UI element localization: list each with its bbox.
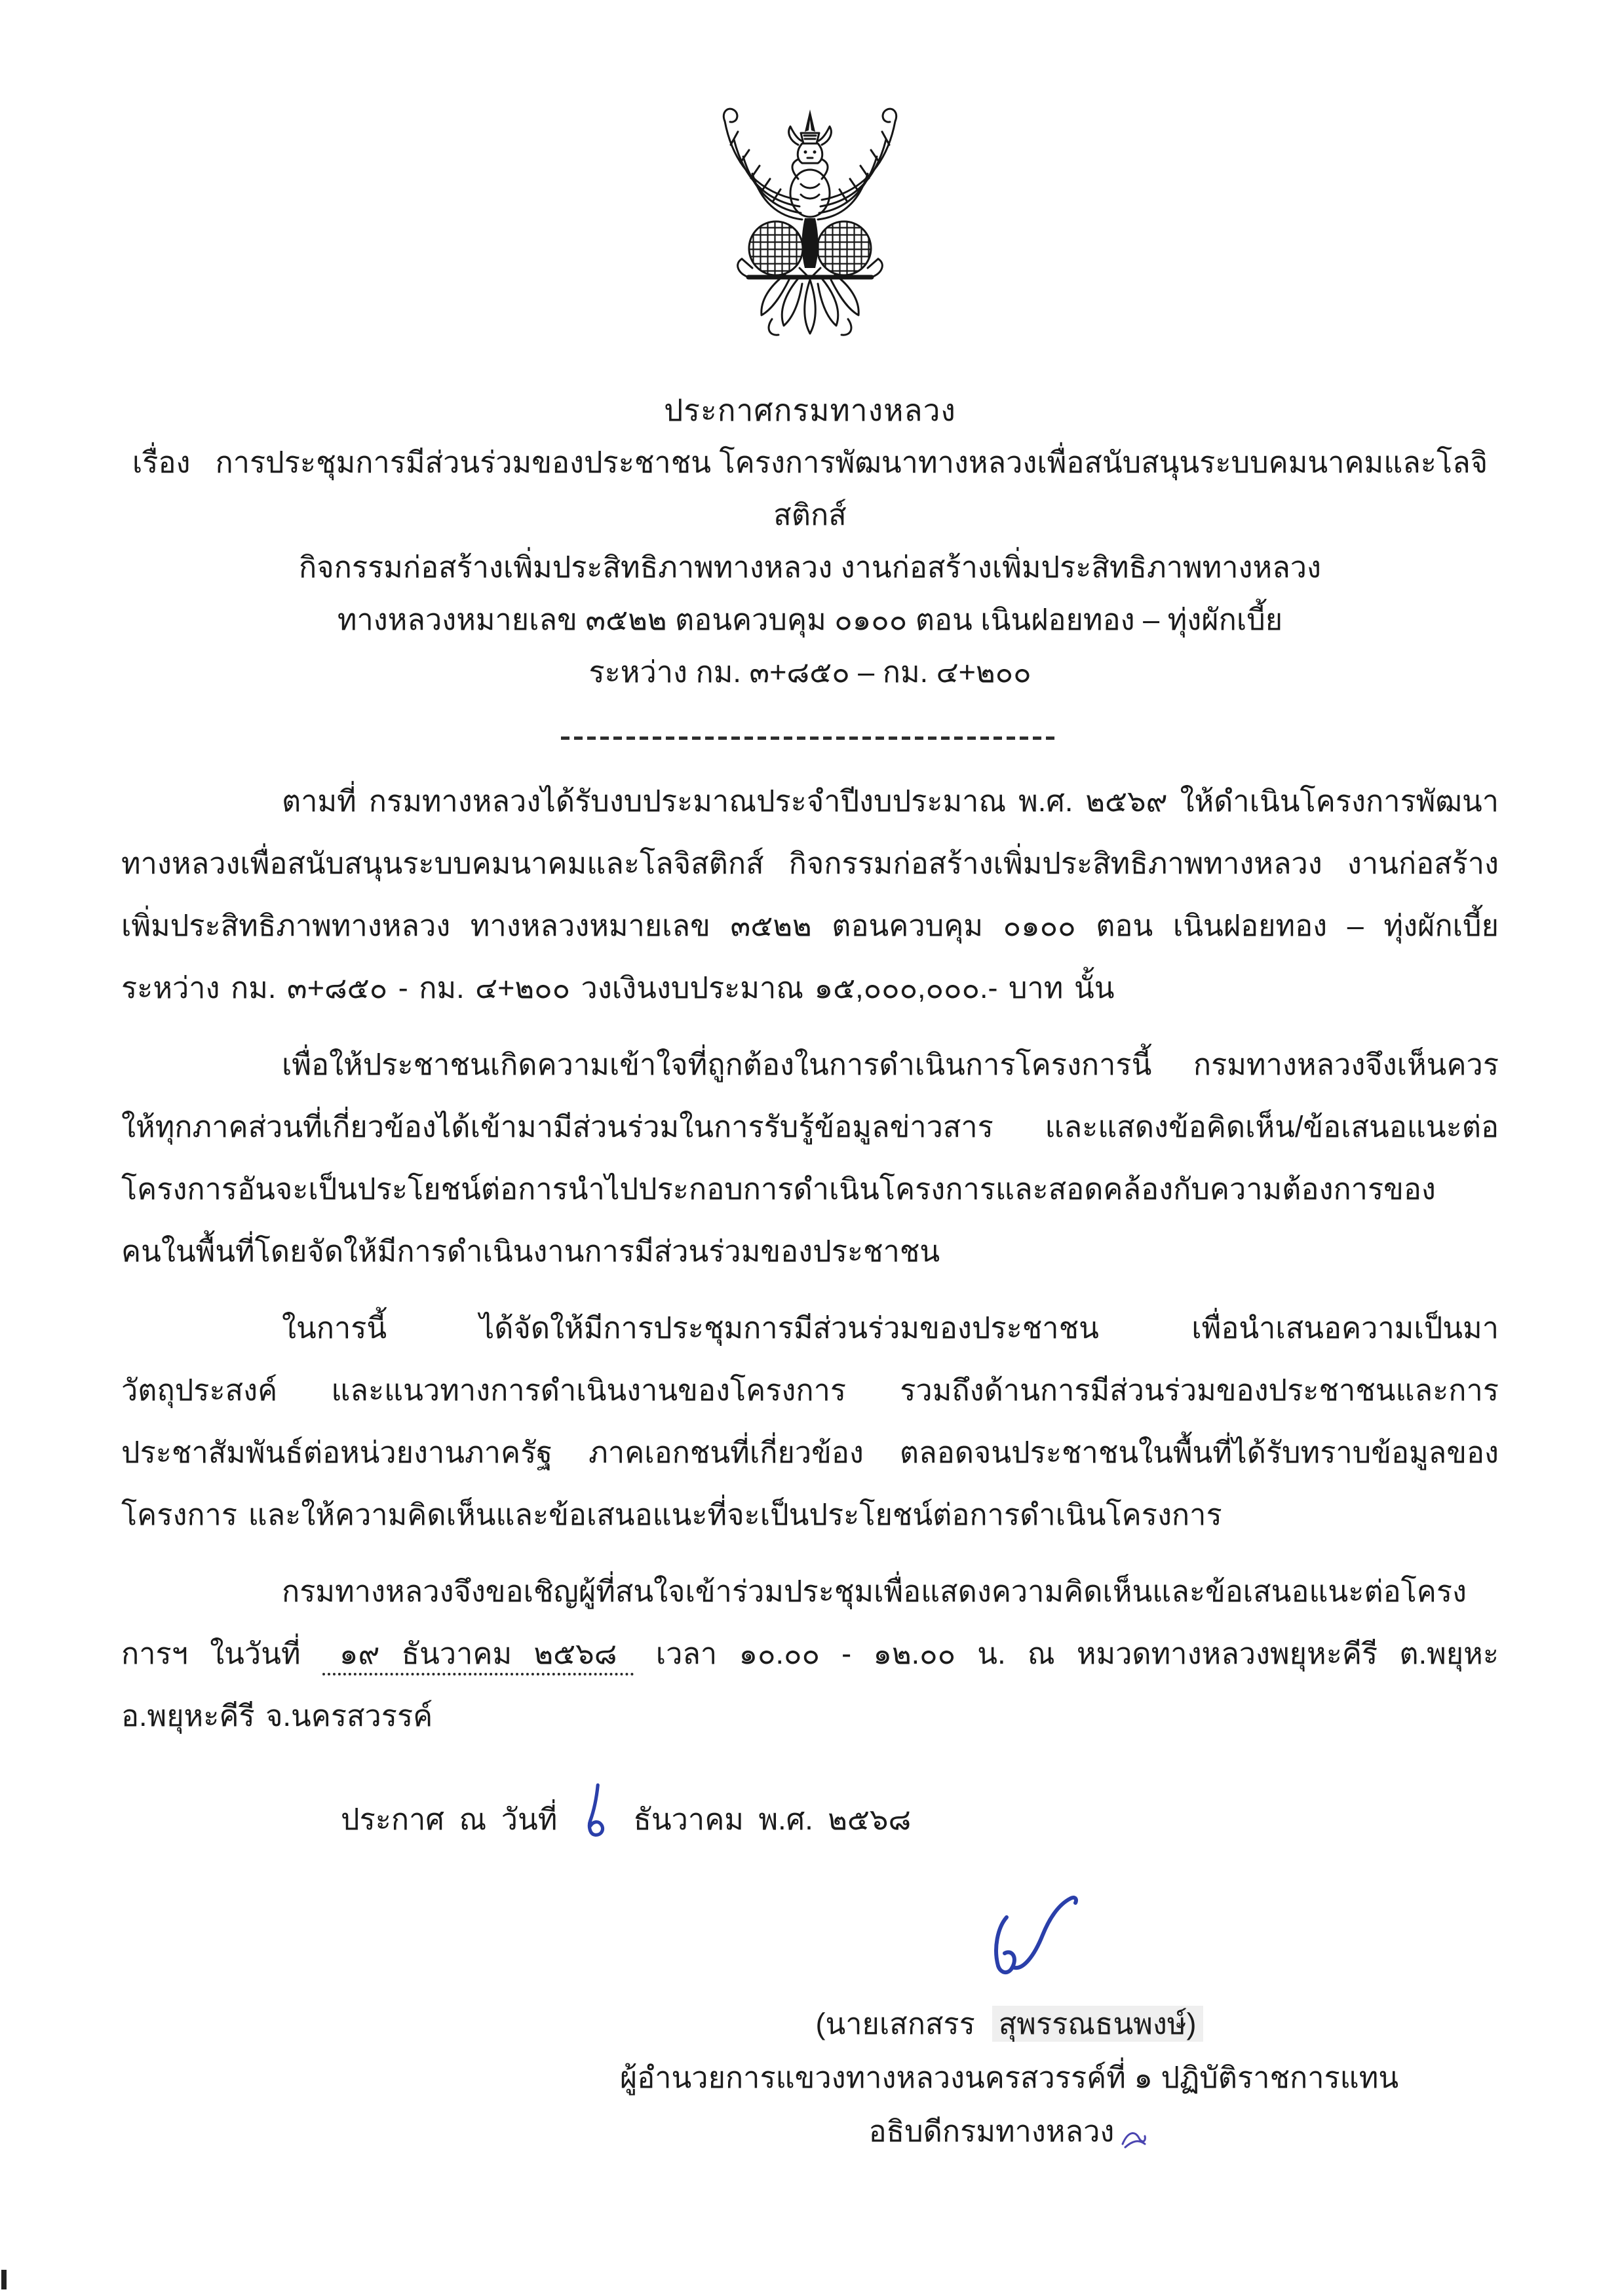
dashed-divider bbox=[561, 737, 1059, 740]
subject-text: การประชุมการมีส่วนร่วมของประชาชน โครงการพัฒนาทางหลวงเพื่อสนับสนุนระบบคมนาคมและโลจิสติกส์ bbox=[215, 446, 1488, 531]
paragraph-meeting-overview: ในการนี้ ได้จัดให้มีการประชุมการมีส่วนร่วมของประชาชน เพื่อนำเสนอความเป็นมา วัตถุประสงค์ และแนวทางการดำเนินงานของโครงการ รวมถึงด้านการมีส่วนร่วมของประชาชนและการประชาสัมพันธ์ต่อหน่วยงานภาครัฐ ภาคเอกชนที่เกี่ยวข้อง ตลอดจนประชาชนในพื้นที่ได้รับทราบข้อมูลของโครงการ และให้ความคิดเห็นและข้อเสนอแนะที่จะเป็นประโยชน์ต่อการดำเนินโครงการ bbox=[121, 1311, 1499, 1531]
invitation-text-before-date: กรมทางหลวงจึงขอเชิญผู้ที่สนใจเข้าร่วมประชุมเพื่อแสดงความคิดเห็นและข้อเสนอแนะต่อโครงการฯ ในวันที่ bbox=[121, 1575, 1467, 1670]
announcement-date-line bbox=[341, 1781, 1499, 1850]
scan-artifact bbox=[1, 2270, 7, 2289]
announce-prefix: ประกาศ ณ วันที่ bbox=[341, 1803, 558, 1836]
signer-name-first: (นายเสกสรร bbox=[815, 2007, 975, 2040]
subject-line bbox=[121, 436, 1499, 541]
announce-suffix: ธันวาคม พ.ศ. ๒๕๖๘ bbox=[633, 1803, 912, 1836]
signer-name bbox=[550, 1997, 1468, 2051]
ink-scribble bbox=[1118, 2115, 1149, 2144]
signer-authority-text: อธิบดีกรมทางหลวง bbox=[868, 2114, 1115, 2148]
highway-number-line: ทางหลวงหมายเลข ๓๕๒๒ ตอนควบคุม ๐๑๐๐ ตอน เนินฝอยทอง – ทุ่งผักเบี้ย bbox=[337, 603, 1283, 636]
signer-name-last: สุพรรณธนพงษ์) bbox=[992, 2006, 1203, 2042]
handwritten-day-numeral bbox=[577, 1781, 611, 1846]
garuda-emblem bbox=[692, 98, 928, 367]
meeting-date: ๑๙ ธันวาคม ๒๕๖๘ bbox=[322, 1637, 634, 1675]
signature-block bbox=[550, 1888, 1468, 2158]
signer-authority bbox=[550, 2105, 1468, 2158]
document-body bbox=[121, 770, 1499, 1747]
signature-ink bbox=[976, 1888, 1094, 1993]
signer-position: ผู้อำนวยการแขวงทางหลวงนครสวรรค์ที่ ๑ ปฏิบัติราชการแทน bbox=[619, 2061, 1399, 2094]
paragraph-purpose: เพื่อให้ประชาชนเกิดความเข้าใจที่ถูกต้องในการดำเนินการโครงการนี้ กรมทางหลวงจึงเห็นควรให้ทุกภาคส่วนที่เกี่ยวข้องได้เข้ามามีส่วนร่วมในการรับรู้ข้อมูลข่าวสาร และแสดงข้อคิดเห็น/ข้อเสนอแนะต่อโครงการอันจะเป็นประโยชน์ต่อการนำไปประกอบการดำเนินโครงการและสอดคล้องกับความต้องการของคนในพื้นที่โดยจัดให้มีการดำเนินงานการมีส่วนร่วมของประชาชน bbox=[121, 1048, 1499, 1268]
subject-label: เรื่อง bbox=[132, 446, 191, 479]
km-range-line: ระหว่าง กม. ๓+๘๕๐ – กม. ๔+๒๐๐ bbox=[588, 655, 1032, 689]
paragraph-budget: ตามที่ กรมทางหลวงได้รับงบประมาณประจำปีงบประมาณ พ.ศ. ๒๕๖๙ ให้ดำเนินโครงการพัฒนาทางหลวงเพื่อสนับสนุนระบบคมนาคมและโลจิสติกส์ กิจกรรมก่อสร้างเพิ่มประสิทธิภาพทางหลวง งานก่อสร้างเพิ่มประสิทธิภาพทางหลวง ทางหลวงหมายเลข ๓๕๒๒ ตอนควบคุม ๐๑๐๐ ตอน เนินฝอยทอง – ทุ่งผักเบี้ย ระหว่าง กม. ๓+๘๕๐ - กม. ๔+๒๐๐ วงเงินงบประมาณ ๑๕,๐๐๐,๐๐๐.- บาท นั้น bbox=[121, 784, 1499, 1004]
page-title: ประกาศกรมทางหลวง bbox=[664, 393, 956, 427]
invitation-text-after-date: เวลา ๑๐.๐๐ - ๑๒.๐๐ น. ณ หมวดทางหลวงพยุหะคีรี ต.พยุหะ อ.พยุหะคีรี จ.นครสวรรค์ bbox=[121, 1637, 1499, 1732]
activity-line: กิจกรรมก่อสร้างเพิ่มประสิทธิภาพทางหลวง งานก่อสร้างเพิ่มประสิทธิภาพทางหลวง bbox=[298, 550, 1322, 584]
paragraph-invitation bbox=[121, 1560, 1499, 1747]
